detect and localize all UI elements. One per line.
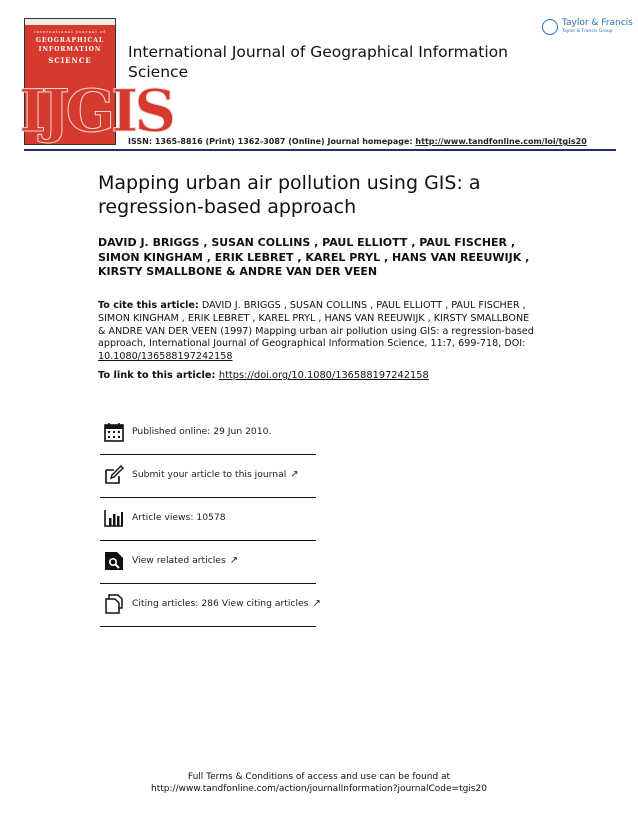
citation-block <box>98 300 538 364</box>
article-views-text: Article views: 10578 <box>132 512 226 523</box>
edit-icon <box>104 465 124 485</box>
header-divider <box>24 149 616 151</box>
footer <box>0 771 638 795</box>
journal-cover-image <box>19 18 173 145</box>
cover-line-1: International Journal of <box>34 29 106 34</box>
publisher-logo[interactable] <box>542 17 633 39</box>
external-link-icon: ↗ <box>312 598 321 609</box>
citing-articles-text: Citing articles: 286 View citing articles <box>132 598 309 609</box>
article-link-block <box>98 370 538 381</box>
cover-line-4: SCIENCE <box>48 56 92 65</box>
cover-line-3: INFORMATION <box>38 46 102 53</box>
footer-terms-link[interactable]: http://www.tandfonline.com/action/journalInformation?journalCode=tgis20 <box>151 784 487 794</box>
cover-line-2: GEOGRAPHICAL <box>35 37 105 44</box>
submit-article-text: Submit your article to this journal <box>132 469 287 480</box>
submit-article-link[interactable] <box>132 469 299 480</box>
related-articles-text: View related articles <box>132 555 226 566</box>
article-views-row <box>100 500 316 541</box>
published-online-text: Published online: 29 Jun 2010. <box>132 426 272 437</box>
publisher-name: Taylor & Francis <box>562 18 633 28</box>
related-articles-row[interactable] <box>100 543 316 584</box>
article-authors: DAVID J. BRIGGS , SUSAN COLLINS , PAUL ELLIOTT , PAUL FISCHER , SIMON KINGHAM , ERIK LEBRET , KAREL PRYL , HANS VAN REEUWIJK , KIRSTY SMALLBONE & ANDRE VAN DER VEEN <box>98 236 530 278</box>
footer-line-1: Full Terms & Conditions of access and use can be found at <box>187 772 451 782</box>
external-link-icon: ↗ <box>290 469 299 480</box>
doi-link[interactable]: 10.1080/136588197242158 <box>98 351 233 363</box>
submit-article-row[interactable] <box>100 457 316 498</box>
issn-text: ISSN: 1365-8816 (Print) 1362-3087 (Online) Journal homepage: <box>128 137 416 146</box>
citing-articles-link[interactable] <box>132 598 321 609</box>
published-online-row <box>100 414 316 455</box>
journal-homepage-link[interactable]: http://www.tandfonline.com/loi/tgis20 <box>415 137 587 146</box>
journal-title[interactable]: International Journal of Geographical Information Science <box>128 43 508 81</box>
related-articles-link[interactable] <box>132 555 238 566</box>
citation-label: To cite this article: <box>98 300 199 311</box>
article-link-label: To link to this article: <box>98 370 219 381</box>
external-link-icon: ↗ <box>229 555 239 566</box>
article-title: Mapping urban air pollution using GIS: a regression-based approach <box>98 172 481 218</box>
citing-articles-icon <box>104 594 124 614</box>
bar-chart-icon <box>104 508 124 528</box>
citing-articles-row[interactable] <box>100 586 321 627</box>
publisher-logo-icon <box>542 19 558 35</box>
publisher-group: Taylor & Francis Group <box>562 29 613 34</box>
article-url-link[interactable]: https://doi.org/10.1080/136588197242158 <box>218 370 429 381</box>
citation-text: DAVID J. BRIGGS , SUSAN COLLINS , PAUL ELLIOTT , PAUL FISCHER , SIMON KINGHAM , ERIK LEBRET , KAREL PRYL , HANS VAN REEUWIJK , KIRSTY SMALLBONE & ANDRE VAN DER VEEN (1997) Mapping urban air pollution using GIS: a regression-based approach, International Journal of Geographical Information Science, 11:7, 699-718, DOI: <box>98 300 534 350</box>
search-document-icon <box>104 551 124 571</box>
calendar-icon <box>104 422 124 442</box>
cover-big-text: IJGIS <box>19 77 173 145</box>
issn-line <box>128 137 587 146</box>
